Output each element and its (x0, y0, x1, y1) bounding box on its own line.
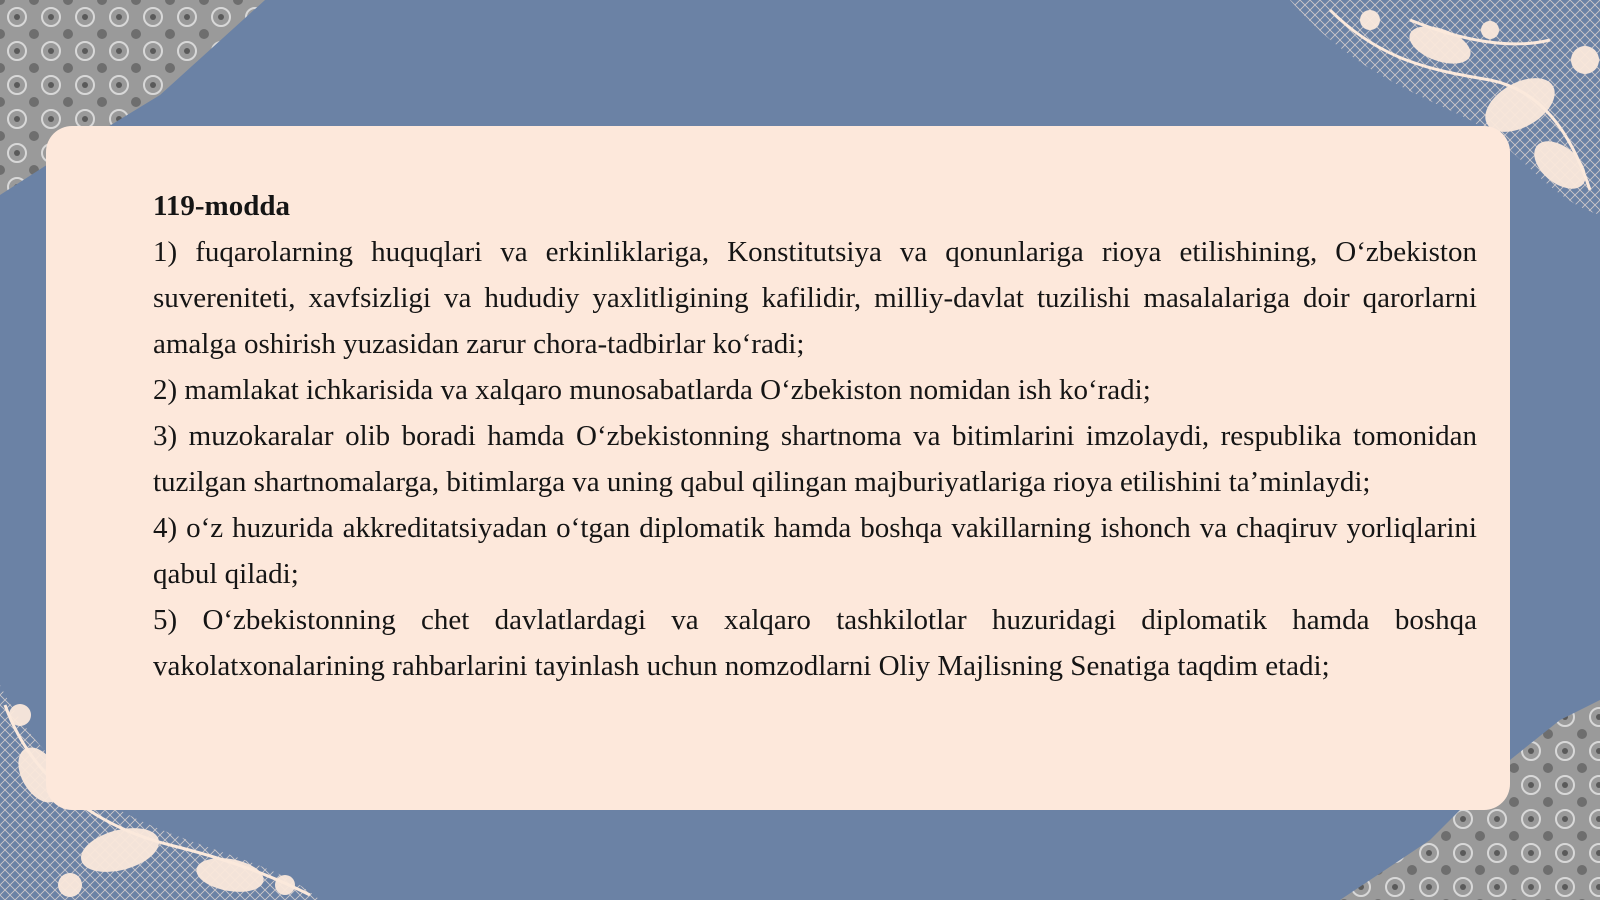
article-item-3: 3) muzokaralar olib boradi hamda O‘zbekistonning shartnoma va bitimlarini imzolaydi, respublika tomonidan tuzilgan shartnomalarga, bitimlarga va uning qabul qilingan majburiyatlariga rioya etilishini ta’minlaydi; (153, 420, 1477, 498)
article-item-4: 4) o‘z huzurida akkreditatsiyadan o‘tgan diplomatik hamda boshqa vakillarning ishonch va chaqiruv yorliqlarini qabul qiladi; (153, 512, 1477, 590)
article-title: 119-modda (153, 190, 290, 222)
slide-content (153, 183, 1477, 689)
article-item-5: 5) O‘zbekistonning chet davlatlardagi va xalqaro tashkilotlar huzuridagi diplomatik hamda boshqa vakolatxonalarining rahbarlarini tayinlash uchun nomzodlarni Oliy Majlisning Senatiga taqdim etadi; (153, 604, 1477, 682)
article-item-1: 1) fuqarolarning huquqlari va erkinliklariga, Konstitutsiya va qonunlariga rioya etilishining, O‘zbekiston suvereniteti, xavfsizligi va hududiy yaxlitligining kafilidir, milliy-davlat tuzilishi masalalariga doir qarorlarni amalga oshirish yuzasidan zarur chora-tadbirlar ko‘radi; (153, 236, 1477, 360)
article-item-2: 2) mamlakat ichkarisida va xalqaro munosabatlarda O‘zbekiston nomidan ish ko‘radi; (153, 374, 1151, 406)
